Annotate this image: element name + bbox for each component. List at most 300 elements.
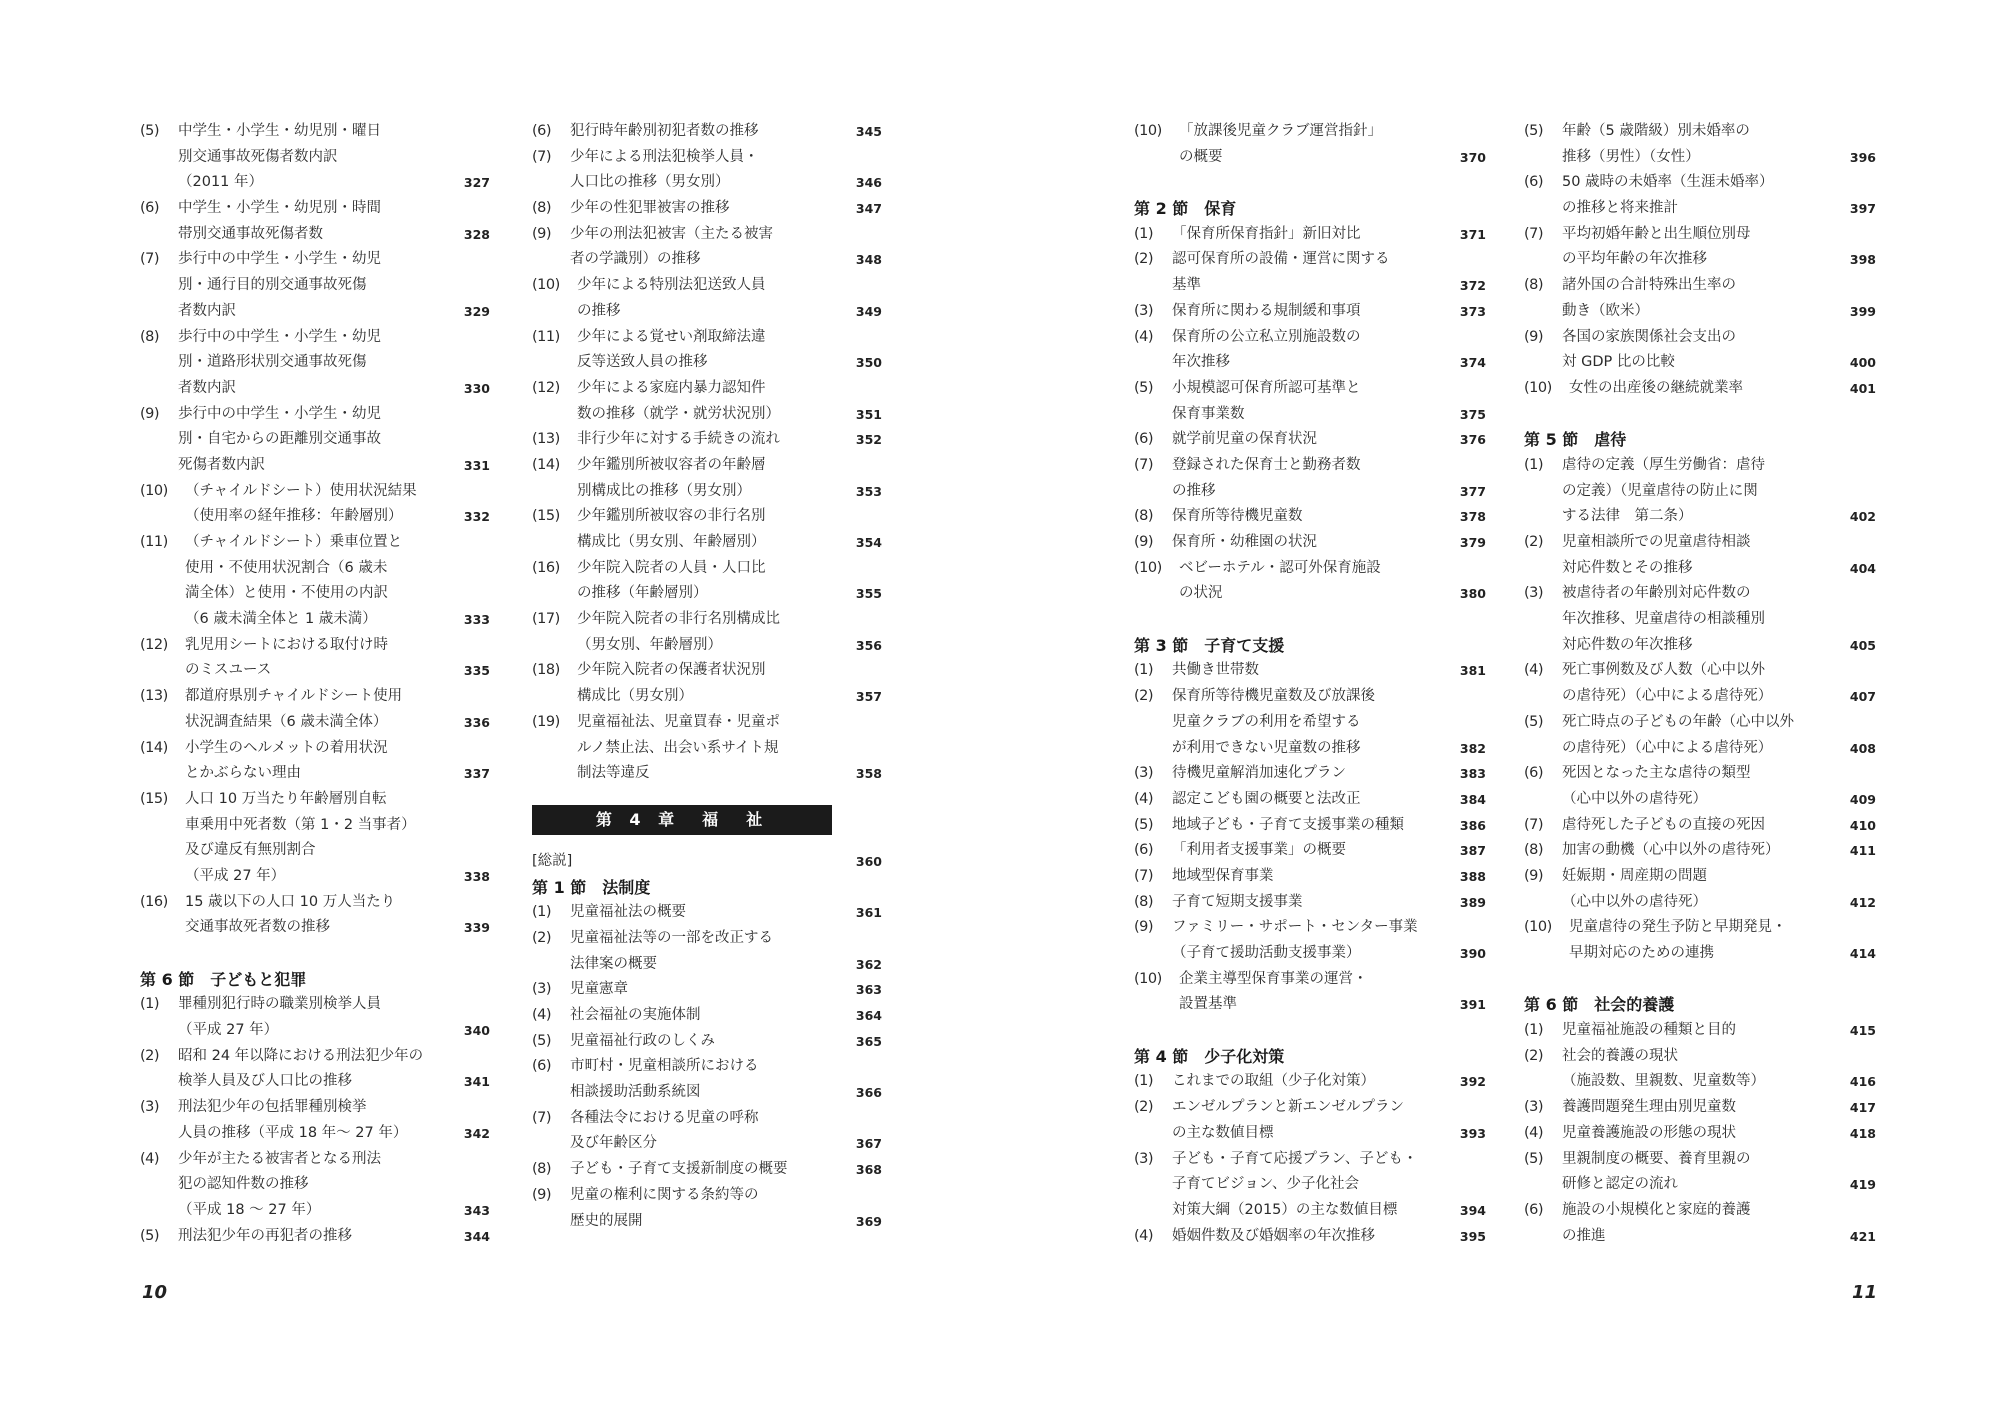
toc-entry [532,710,882,736]
indent-spacer [1134,1172,1172,1198]
toc-entry-continuation [1524,196,1876,222]
toc-entry-continuation [532,761,882,787]
entry-title: 別構成比の推移（男女別） [577,482,751,499]
entry-page-number [1828,222,1876,248]
toc-entry [1524,453,1876,479]
toc-entry [140,890,490,916]
entry-title: 対応件数とその推移 [1562,559,1693,576]
entry-title: 児童福祉施設の種類と目的 [1562,1022,1736,1039]
entry-page-number [442,479,490,505]
entry-number: (7) [1524,816,1544,833]
toc-entry [532,427,882,453]
entry-title: が利用できない児童数の推移 [1172,739,1361,756]
entry-title: 歩行中の中学生・小学生・幼児 [178,405,381,422]
entry-page-number: 357 [855,689,882,705]
entry-number: (1) [1524,1022,1544,1039]
entry-page-number [1828,453,1876,479]
entry-title: 社会福祉の実施体制 [570,1007,701,1023]
toc-entry [1134,556,1486,582]
entry-page-number [1438,915,1486,941]
toc-entry [140,992,490,1018]
toc-entry [1134,787,1486,813]
entry-number: (3) [1134,765,1154,782]
toc-entry [1524,761,1876,787]
entry-title: 50 歳時の未婚率（生涯未婚率） [1562,174,1774,191]
entry-number: (10) [140,482,168,499]
entry-title: （心中以外の虐待死） [1562,790,1707,807]
indent-spacer [1134,992,1179,1018]
entry-title: 設置基準 [1179,996,1237,1013]
toc-entry-continuation [140,299,490,325]
indent-spacer [140,299,178,325]
toc-entry [140,479,490,505]
toc-entry-continuation [532,1131,882,1157]
entry-page-number [1828,479,1876,505]
entry-page-number [834,145,882,171]
entry-page-number: 347 [855,201,882,217]
entry-number: (4) [1524,662,1544,679]
entry-page-number: 344 [463,1228,490,1244]
entry-title: ファミリー・サポート・センター事業 [1172,919,1418,936]
toc-entry [1134,890,1486,916]
entry-page-number: 414 [1849,946,1876,961]
indent-spacer [140,453,178,479]
entry-title: 乳児用シートにおける取付け時 [185,636,388,653]
entry-number: (5) [1524,713,1544,730]
entry-title: の主な数値目標 [1172,1124,1274,1141]
entry-page-number [442,633,490,659]
entry-title: 養護問題発生理由別児童数 [1562,1099,1736,1116]
entry-number: (7) [140,251,160,268]
toc-entry-continuation [1134,581,1486,607]
toc-entry [1524,581,1876,607]
entry-title: 及び年齢区分 [570,1135,657,1152]
toc-entry-continuation [1524,504,1876,530]
indent-spacer [140,607,185,633]
entry-title: 小学生のヘルメットの着用状況 [185,739,388,756]
entry-number: (8) [140,328,160,345]
entry-page-number [1438,1147,1486,1173]
toc-entry [1134,325,1486,351]
entry-page-number [834,556,882,582]
indent-spacer [1524,633,1562,659]
entry-page-number: 341 [463,1074,490,1090]
toc-entry-continuation [532,402,882,428]
entry-title: 少年院入院者の人員・人口比 [577,559,766,576]
toc-entry-continuation [1524,607,1876,633]
entry-title: 児童虐待の発生予防と早期発見・ [1569,919,1787,936]
entry-page-number [1828,607,1876,633]
toc-entry-continuation [532,247,882,273]
entry-number: (6) [1134,842,1154,859]
entry-page-number: 328 [463,226,490,242]
page-number-left: 10 [142,1282,168,1303]
entry-number: (13) [140,688,168,705]
entry-page-number [1828,864,1876,890]
entry-title: 早期対応のための連携 [1569,945,1714,961]
toc-entry-continuation [532,736,882,762]
toc-entry-continuation [140,222,490,248]
toc-entry-continuation [1524,633,1876,659]
entry-title: 「放課後児童クラブ運営指針」 [1179,123,1382,139]
entry-number: (5) [532,1032,552,1049]
toc-entry [1524,658,1876,684]
entry-title: 「保育所保育指針」新旧対比 [1172,225,1361,242]
entry-number: (7) [1134,867,1154,884]
indent-spacer [1524,504,1562,530]
toc-entry [1134,504,1486,530]
entry-page-number: 352 [855,432,882,448]
toc-entry [140,402,490,428]
entry-number: (6) [1524,174,1544,191]
entry-page-number: 386 [1459,817,1486,833]
entry-page-number [834,1106,882,1132]
indent-spacer [140,350,178,376]
indent-spacer [532,1080,570,1106]
entry-title: 使用・不使用状況割合（6 歳未 [185,559,388,576]
indent-spacer [140,504,185,530]
entry-page-number: 340 [463,1023,490,1039]
entry-title: 保育所の公立私立別施設数の [1172,328,1361,345]
entry-number: (5) [1524,1150,1544,1167]
toc-entry-continuation [140,838,490,864]
entry-page-number [442,119,490,145]
entry-title: 構成比（男女別、年齢層別） [577,534,766,550]
toc-entry [532,1029,882,1055]
indent-spacer [532,761,577,787]
entry-title: 者数内訳 [178,379,236,396]
entry-page-number: 367 [855,1136,882,1152]
indent-spacer [532,736,577,762]
entry-number: (10) [1524,379,1552,396]
entry-number: (16) [532,559,560,576]
chapter-heading: 第 4 章 福 祉 [532,805,832,835]
toc-entry-continuation [1134,1198,1486,1224]
entry-number: (6) [1524,1201,1544,1218]
toc-entry-continuation [1134,710,1486,736]
toc-entry-continuation [140,1172,490,1198]
entry-page-number: 355 [855,586,882,602]
indent-spacer [532,350,577,376]
indent-spacer [140,1172,178,1198]
entry-page-number: 418 [1849,1125,1876,1141]
entry-number: (10) [1524,919,1552,936]
entry-title: （平成 27 年） [178,1022,279,1039]
entry-page-number: 401 [1849,380,1876,396]
entry-page-number: 383 [1459,766,1486,782]
entry-page-number [1438,710,1486,736]
entry-title: 別・自宅からの距離別交通事故 [178,431,381,448]
indent-spacer [140,145,178,171]
entry-number: (15) [532,508,560,525]
entry-number: (8) [1134,508,1154,525]
entry-title: 交通事故死者数の推移 [185,919,330,936]
indent-spacer [1524,787,1562,813]
indent-spacer [1524,1069,1562,1095]
entry-page-number: 404 [1849,560,1876,576]
entry-number: (5) [140,1227,160,1244]
entry-title: 罪種別犯行時の職業別検挙人員 [178,996,381,1013]
toc-entry-continuation [1524,247,1876,273]
indent-spacer [140,222,178,248]
entry-page-number [834,376,882,402]
entry-number: (1) [140,996,160,1013]
page-number-right: 11 [1852,1282,1878,1303]
entry-page-number: 387 [1459,843,1486,859]
entry-title: 子ども・子育て支援新制度の概要 [570,1161,788,1178]
entry-title: 被虐待者の年齢別対応件数の [1562,585,1751,602]
toc-entry [1524,1095,1876,1121]
entry-page-number [1828,530,1876,556]
entry-title: 歴史的展開 [570,1212,643,1229]
entry-page-number [1438,967,1486,993]
toc-entry [140,1095,490,1121]
entry-page-number [834,926,882,952]
toc-entry-continuation [140,658,490,684]
entry-page-number: 363 [855,982,882,998]
entry-title: 小規模認可保育所認可基準と [1172,379,1361,396]
entry-title: 虐待死した子どもの直接の死因 [1562,816,1765,833]
entry-page-number: 371 [1459,226,1486,242]
toc-entry-continuation [140,145,490,171]
entry-title: 車乗用中死者数（第 1・2 当事者） [185,816,416,833]
indent-spacer [532,952,570,978]
toc-entry [1134,1224,1486,1250]
entry-title: （2011 年） [178,174,264,191]
entry-page-number [1828,915,1876,941]
entry-title: 諸外国の合計特殊出生率の [1562,277,1736,294]
indent-spacer [532,581,577,607]
entry-title: 保育所等待機児童数 [1172,508,1303,525]
toc-entry [1524,376,1876,402]
entry-number: (12) [140,636,168,653]
entry-page-number [442,556,490,582]
entry-page-number [834,658,882,684]
entry-title: 対応件数の年次推移 [1562,636,1693,653]
entry-number: (8) [532,200,552,217]
toc-entry [140,633,490,659]
indent-spacer [1134,479,1172,505]
entry-page-number: 393 [1459,1125,1486,1141]
indent-spacer [1524,247,1562,273]
toc-entry-continuation [140,581,490,607]
toc-entry [1524,119,1876,145]
entry-title: 児童養護施設の形態の現状 [1562,1124,1736,1141]
indent-spacer [1524,941,1569,967]
entry-title: 子育て短期支援事業 [1172,893,1303,910]
toc-entry [1134,376,1486,402]
entry-page-number [1438,376,1486,402]
toc-entry [1134,684,1486,710]
toc-entry [1134,247,1486,273]
entry-page-number [834,453,882,479]
entry-page-number: 337 [463,766,490,782]
entry-title: 児童相談所での児童虐待相談 [1562,534,1751,550]
entry-number: (4) [1134,328,1154,345]
entry-title: 施設の小規模化と家庭的養護 [1562,1201,1751,1218]
toc-entry-continuation [1524,299,1876,325]
entry-title: の推移と将来推計 [1562,200,1678,217]
entry-title: 中学生・小学生・幼児別・時間 [178,200,381,217]
indent-spacer [140,1018,178,1044]
toc-entry [1134,915,1486,941]
section-heading: 第 5 節 虐待 [1524,430,1627,450]
indent-spacer [140,1069,178,1095]
entry-number: (3) [1524,585,1544,602]
entry-page-number: 358 [855,766,882,782]
entry-title: 少年の刑法犯被害（主たる被害 [570,225,773,242]
entry-title: 帯別交通事故死傷者数 [178,225,323,242]
entry-title: （平成 27 年） [185,867,286,884]
toc-entry [1524,273,1876,299]
entry-title: 里親制度の概要、養育里親の [1562,1150,1751,1167]
toc-entry [140,1147,490,1173]
indent-spacer [1134,273,1172,299]
toc-entry [532,222,882,248]
entry-title: 児童福祉法、児童買春・児童ポ [577,713,780,730]
entry-page-number: 348 [855,252,882,268]
entry-number: (1) [1134,662,1154,679]
entry-page-number [442,402,490,428]
entry-page-number [834,710,882,736]
entry-title: 少年鑑別所被収容者の年齢層 [577,456,766,473]
toc-entry [532,607,882,633]
entry-page-number: 342 [463,1125,490,1141]
entry-page-number: 353 [855,483,882,499]
toc-entry [1134,1147,1486,1173]
entry-number: (4) [1134,790,1154,807]
entry-page-number [1828,710,1876,736]
overview-entry [532,849,882,875]
entry-page-number: 332 [463,509,490,525]
entry-page-number: 400 [1849,355,1876,371]
entry-page-number: 356 [855,637,882,653]
toc-entry [140,530,490,556]
toc-entry [140,1224,490,1250]
entry-number: (16) [140,893,168,910]
entry-page-number: 350 [855,355,882,371]
entry-page-number [442,325,490,351]
entry-number: (6) [532,123,552,139]
entry-number: (2) [1524,1047,1544,1064]
entry-page-number: 391 [1459,997,1486,1013]
section-heading: 第 6 節 子どもと犯罪 [140,969,307,989]
toc-entry-continuation [140,427,490,453]
entry-page-number [834,222,882,248]
entry-title: 保育所・幼稚園の状況 [1172,534,1317,550]
entry-number: (17) [532,611,560,628]
indent-spacer [140,813,185,839]
indent-spacer [1524,556,1562,582]
entry-title: 人員の推移（平成 18 年〜 27 年） [178,1124,408,1141]
entry-page-number [442,530,490,556]
entry-title: 動き（欧米） [1562,302,1649,319]
toc-entry-continuation [1134,273,1486,299]
toc-entry [532,556,882,582]
toc-entry-continuation [532,952,882,978]
toc-column-2 [532,119,882,1234]
toc-entry-continuation [140,1121,490,1147]
entry-title: 児童クラブの利用を希望する [1172,713,1361,730]
toc-entry [1134,222,1486,248]
indent-spacer [140,556,185,582]
entry-title: 相談援助活動系統図 [570,1084,701,1101]
entry-page-number: 412 [1849,894,1876,910]
entry-title: 「利用者支援事業」の概要 [1172,842,1346,859]
toc-entry [532,1183,882,1209]
entry-page-number: 421 [1849,1228,1876,1244]
entry-title: 犯の認知件数の推移 [178,1176,309,1193]
entry-page-number: 417 [1849,1100,1876,1116]
entry-title: 死因となった主な虐待の類型 [1562,765,1751,782]
entry-title: 年齢（5 歳階級）別未婚率の [1562,123,1750,139]
toc-entry-continuation [1524,941,1876,967]
entry-page-number [442,838,490,864]
entry-number: (2) [1134,1099,1154,1116]
entry-number: (5) [1524,123,1544,139]
entry-title: 登録された保育士と勤務者数 [1172,456,1361,473]
toc-entry [1134,530,1486,556]
entry-number: (4) [532,1007,552,1023]
indent-spacer [140,273,178,299]
entry-page-number: 378 [1459,509,1486,525]
toc-entry [1134,864,1486,890]
indent-spacer [532,1131,570,1157]
entry-title: 昭和 24 年以降における刑法犯少年の [178,1047,424,1064]
entry-title: 死傷者数内訳 [178,456,265,473]
entry-page-number [1828,325,1876,351]
indent-spacer [1524,1224,1562,1250]
entry-title: 少年院入院者の非行名別構成比 [577,611,780,628]
entry-title: 女性の出産後の継続就業率 [1569,379,1743,396]
entry-title: 数の推移（就学・就労状況別） [577,405,780,422]
toc-entry-continuation [1134,1172,1486,1198]
entry-page-number: 365 [855,1033,882,1049]
entry-page-number: 364 [855,1008,882,1023]
toc-entry [140,787,490,813]
toc-entry-continuation [532,633,882,659]
entry-title: 死亡事例数及び人数（心中以外 [1562,662,1765,679]
entry-title: 反等送致人員の推移 [577,354,708,371]
entry-page-number [442,247,490,273]
toc-entry-continuation [140,453,490,479]
section-heading: 第 1 節 法制度 [532,877,651,897]
entry-number: (5) [1134,816,1154,833]
entry-number: (15) [140,790,168,807]
toc-entry-continuation [1134,479,1486,505]
section-heading: 第 4 節 少子化対策 [1134,1046,1285,1066]
entry-title: 企業主導型保育事業の運営・ [1179,970,1368,987]
entry-title: する法律 第二条） [1562,508,1693,525]
entry-title: 者数内訳 [178,302,236,319]
indent-spacer [1134,350,1172,376]
toc-entry [1134,1069,1486,1095]
entry-page-number [442,1172,490,1198]
entry-page-number [834,607,882,633]
entry-title: 市町村・児童相談所における [570,1058,759,1075]
entry-number: (5) [140,123,160,139]
entry-page-number: 394 [1459,1202,1486,1218]
entry-number: (11) [140,534,168,550]
indent-spacer [1524,299,1562,325]
entry-number: (9) [532,1186,552,1203]
toc-entry-continuation [140,864,490,890]
entry-number: (4) [1134,1227,1154,1244]
entry-page-number: 399 [1849,303,1876,319]
entry-title: 者の学識別）の推移 [570,251,701,268]
entry-number: (7) [532,1109,552,1126]
toc-entry [1524,710,1876,736]
